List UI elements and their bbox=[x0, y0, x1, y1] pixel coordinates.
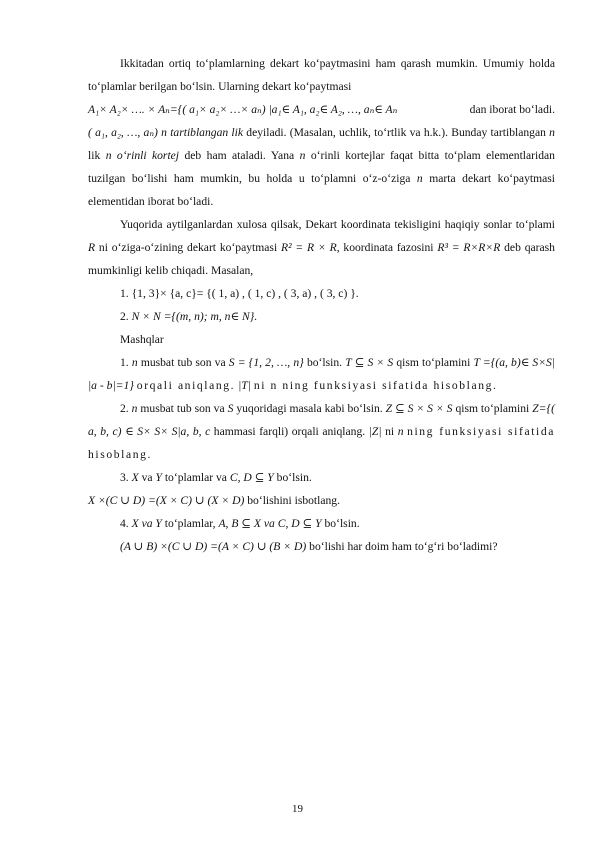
example-1: 1. {1, 3}× {a, c}= {( 1, a) , ( 1, c) , ( 3, a) , ( 3, c) }. bbox=[120, 287, 359, 300]
formula-ab-cd: A, B ⊆ X va C, D ⊆ Y bbox=[218, 517, 322, 530]
text: ni n ning funksiyasi sifatida hisoblang. bbox=[253, 379, 498, 392]
term-kortej: o‘rinli kortej bbox=[116, 149, 180, 162]
n-var: n bbox=[397, 425, 404, 438]
text: bo‘lsin. bbox=[324, 517, 360, 530]
formula-r3: R³ = R×R×R bbox=[437, 241, 501, 254]
n-var: n bbox=[416, 172, 423, 185]
exercise-2: 2. n musbat tub son va S yuqoridagi masala kabi bo‘lsin. Z ⊆ S × S × S qism to‘plamini Z={( a, b, c) ∈ S× S× S|a, b, c hammasi farqli) orqali aniqlang. |Z| ni n ning funksiyasi sifatida hisoblang. bbox=[88, 402, 555, 461]
text: hammasi farqli) orqali aniqlang. bbox=[213, 425, 366, 438]
text: marta dekart ko‘paytmasi elementidan iborat bo‘ladi. bbox=[88, 172, 555, 208]
text: to‘plamlar, bbox=[164, 517, 216, 530]
text: bo‘lishi har doim ham to‘g‘ri bo‘ladimi? bbox=[309, 540, 498, 553]
section-heading-exercises: Mashqlar bbox=[120, 333, 164, 346]
n-var: n bbox=[161, 126, 167, 139]
text: o‘rinli kortejlar faqat bitta to‘plam elementlaridan tuzilgan bo‘lishi ham mumkin, bu holda u to‘plamni o‘z-o‘ziga bbox=[88, 149, 555, 185]
tuple-formula: ( a₁, a₂, …, aₙ) bbox=[88, 126, 158, 139]
n-var: n bbox=[131, 356, 138, 369]
text: yuqoridagi masala kabi bo‘lsin. bbox=[236, 402, 383, 415]
text: bo‘lishini isbotlang. bbox=[247, 494, 340, 507]
text: ni o‘ziga-o‘zining dekart ko‘paytmasi bbox=[98, 241, 278, 254]
exercise-1: 1. n musbat tub son va S = {1, 2, …, n} bo‘lsin. T ⊆ S × S qism to‘plamini T ={(a, b)∈ S×S| |a - b|=1} orqali aniqlang. |T| ni n ning funksiyasi sifatida hisoblang. bbox=[88, 356, 556, 392]
document-body bbox=[88, 52, 555, 558]
text: Yuqorida aytilganlardan xulosa qilsak, Dekart koordinata tekisligini haqiqiy sonlar to‘plami bbox=[120, 218, 555, 231]
n-var: n bbox=[131, 402, 138, 415]
term-lik: lik bbox=[231, 126, 244, 139]
n-var: n bbox=[549, 126, 555, 139]
text: , koordinata fazosini bbox=[336, 241, 434, 254]
text: orqali aniqlang. bbox=[136, 379, 236, 392]
text: to‘plamlar va bbox=[164, 471, 227, 484]
text: qism to‘plamini bbox=[455, 402, 530, 415]
text: lik bbox=[88, 149, 101, 162]
text: bo‘lsin. bbox=[306, 356, 343, 369]
x-var: X bbox=[131, 471, 139, 484]
formula-z-def: Z={( a, b, c) ∈ S× S× S|a, b, c bbox=[88, 402, 555, 438]
example-2: 2. N × N ={(m, n); m, n∈ N}. bbox=[120, 310, 258, 323]
formula-z-subset: Z ⊆ S × S × S bbox=[385, 402, 453, 415]
formula-set-s: S = {1, 2, …, n} bbox=[228, 356, 304, 369]
text: ni bbox=[385, 425, 395, 438]
text: musbat tub son va bbox=[140, 402, 225, 415]
text: deyiladi. (Masalan, uchlik, to‘rtlik va h.k.). Bunday tartiblangan bbox=[246, 126, 546, 139]
n-var: n bbox=[105, 149, 112, 162]
exercise-3: 3. X va Y to‘plamlar va C, D ⊆ Y bo‘lsin. X ×(C ∪ D) =(X × C) ∪ (X × D) bo‘lishini isbotlang. bbox=[88, 471, 340, 507]
formula-example-2: N × N ={(m, n); m, n∈ N}. bbox=[131, 310, 258, 323]
r-var: R bbox=[88, 241, 96, 254]
formula-union-product: (A ∪ B) ×(C ∪ D) =(A × C) ∪ (B × D) bbox=[120, 540, 307, 553]
paragraph-cartesian-product bbox=[88, 52, 555, 213]
exercise-4: 4. X va Y to‘plamlar, A, B ⊆ X va C, D ⊆ Y bo‘lsin. (A ∪ B) ×(C ∪ D) =(A × C) ∪ (B × D) bo‘lishi har doim ham to‘g‘ri bo‘ladimi? bbox=[120, 517, 498, 553]
paragraph-coordinate-plane bbox=[88, 213, 555, 282]
text: qism to‘plamini bbox=[396, 356, 471, 369]
formula-abs-z: |Z| bbox=[368, 425, 382, 438]
text: Ikkitadan ortiq to‘plamlarning dekart ko‘paytmasini ham qarash mumkin. Umumiy holda to‘plamlar berilgan bo‘lsin. Ularning dekart ko‘paytmasi bbox=[88, 57, 555, 93]
y-var: Y bbox=[155, 471, 162, 484]
formula-general-product: A₁× A₂× …. × Aₙ={( a₁× a₂× …× aₙ) |a₁∈ A₁, a₂∈ A₂, …, aₙ∈ Aₙ dan iborat bo‘ladi. bbox=[88, 98, 555, 121]
page-number: 19 bbox=[292, 803, 303, 815]
text: deb qarash mumkinligi kelib chiqadi. Masalan, bbox=[88, 241, 555, 277]
formula-abs-t: |T| bbox=[238, 379, 251, 392]
text: musbat tub son va bbox=[140, 356, 226, 369]
n-var: n bbox=[299, 149, 306, 162]
text: deb ham ataladi. Yana bbox=[184, 149, 295, 162]
formula-xy: X va Y bbox=[131, 517, 162, 530]
formula-r2: R² = R × R bbox=[281, 241, 337, 254]
formula-t-subset: T ⊆ S × S bbox=[345, 356, 394, 369]
term-ordered: tartiblangan bbox=[170, 126, 229, 139]
text: bo‘lsin. bbox=[276, 471, 312, 484]
text: dan iborat bo‘ladi. bbox=[469, 103, 555, 116]
formula-distributive: X ×(C ∪ D) =(X × C) ∪ (X × D) bbox=[88, 494, 245, 507]
formula-t-def: T ={(a, b)∈ S×S| |a - b|=1} bbox=[88, 356, 556, 392]
formula-example-1: {1, 3}× {a, c}= {( 1, a) , ( 1, c) , ( 3, a) , ( 3, c) }. bbox=[131, 287, 359, 300]
s-var: S bbox=[227, 402, 234, 415]
text: ning funksiyasi sifatida hisoblang. bbox=[88, 425, 555, 461]
formula-cd-subset: C, D ⊆ Y bbox=[229, 471, 274, 484]
